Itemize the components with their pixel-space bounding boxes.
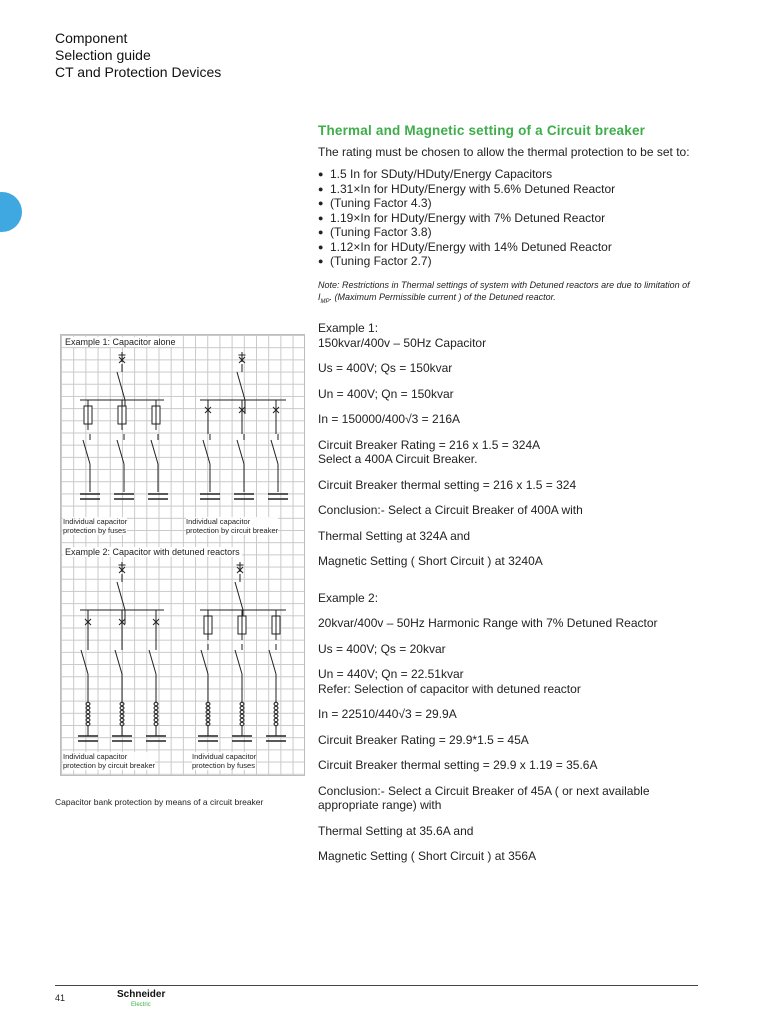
chapter-tab-marker — [0, 192, 22, 232]
calc-line: In = 22510/440√3 = 29.9A — [318, 707, 457, 722]
calc-line: Conclusion:- Select a Circuit Breaker of 45A ( or next available appropriate range) with — [318, 783, 650, 813]
thermal-note: Note: Restrictions in Thermal settings of system with Detuned reactors are due to limitation of $I_{MP}$. (Maximum Permissible current ) of the Detuned reactor. — [318, 279, 690, 305]
calc-line: Magnetic Setting ( Short Circuit ) at 356A — [318, 849, 537, 864]
setting-list — [318, 167, 698, 269]
protection-diagram — [60, 334, 305, 776]
calc-line: Magnetic Setting ( Short Circuit ) at 3240A — [318, 554, 543, 569]
calc-line: Circuit Breaker Rating = 29.9*1.5 = 45A — [318, 732, 529, 747]
schneider-logo — [117, 990, 165, 1010]
setting-item-sub: ● (Tuning Factor 2.7) — [318, 254, 698, 269]
setting-item: ● 1.12×In for HDuty/Energy with 14% Detuned Reactor — [318, 240, 698, 255]
header-line-3: CT and Protection Devices — [55, 64, 222, 80]
calc-line: Circuit Breaker thermal setting = 216 x 1.5 = 324 — [318, 477, 577, 492]
caption-fuses-example-1: Individual capacitor protection by fuses — [63, 517, 128, 535]
section-intro: The rating must be chosen to allow the thermal protection to be set to: — [318, 144, 690, 159]
calc-line: Thermal Setting at 324A and — [318, 528, 471, 543]
calc-line: Un = 400V; Qn = 150kvar — [318, 386, 454, 401]
calc-line: Un = 440V; Qn = 22.51kvar Refer: Selection of capacitor with detuned reactor — [318, 667, 581, 696]
header-line-1: Component — [55, 30, 128, 46]
example-2-diagram-title: Example 2: Capacitor with detuned reactors — [65, 547, 240, 557]
example-1-calculation — [318, 321, 698, 569]
example-2-header: Example 2: — [318, 590, 379, 605]
calc-line: Thermal Setting at 35.6A and — [318, 823, 474, 838]
calc-line: Circuit Breaker thermal setting = 29.9 x 1.19 = 35.6A — [318, 758, 598, 773]
footer-rule — [55, 985, 698, 986]
setting-item-sub: ● (Tuning Factor 4.3) — [318, 196, 698, 211]
calc-line: In = 150000/400√3 = 216A — [318, 412, 461, 427]
setting-item: ● 1.19×In for HDuty/Energy with 7% Detuned Reactor — [318, 211, 698, 226]
calc-line: Us = 400V; Qs = 150kvar — [318, 361, 453, 376]
calc-line: Conclusion:- Select a Circuit Breaker of 400A with — [318, 503, 583, 518]
brand-name: Schneider — [117, 989, 166, 1000]
header-line-2: Selection guide — [55, 47, 151, 63]
page-number: 41 — [55, 993, 66, 1003]
figure-caption: Capacitor bank protection by means of a circuit breaker — [55, 797, 264, 807]
calc-line: 20kvar/400v – 50Hz Harmonic Range with 7% Detuned Reactor — [318, 616, 658, 631]
calc-line: Circuit Breaker Rating = 216 x 1.5 = 324A Select a 400A Circuit Breaker. — [318, 437, 541, 467]
caption-fuses-example-2: Individual capacitor protection by fuses — [192, 752, 257, 770]
caption-circuit-breaker-example-1: Individual capacitor protection by circuit breaker — [186, 517, 279, 535]
setting-item: ● 1.5 In for SDuty/HDuty/Energy Capacitors — [318, 167, 698, 182]
caption-circuit-breaker-example-2: Individual capacitor protection by circuit breaker — [63, 752, 156, 770]
brand-subname: Electric — [131, 1002, 151, 1008]
example-1-header: Example 1: 150kvar/400v – 50Hz Capacitor — [318, 321, 487, 350]
setting-item-sub: ● (Tuning Factor 3.8) — [318, 225, 698, 240]
main-text-column — [318, 124, 698, 875]
page-header — [55, 30, 221, 81]
calc-line: Us = 400V; Qs = 20kvar — [318, 641, 446, 656]
example-2-calculation — [318, 591, 698, 864]
setting-item: ● 1.31×In for HDuty/Energy with 5.6% Detuned Reactor — [318, 182, 698, 197]
example-1-diagram-title: Example 1: Capacitor alone — [65, 337, 176, 347]
section-title: Thermal and Magnetic setting of a Circuit breaker — [318, 123, 646, 138]
